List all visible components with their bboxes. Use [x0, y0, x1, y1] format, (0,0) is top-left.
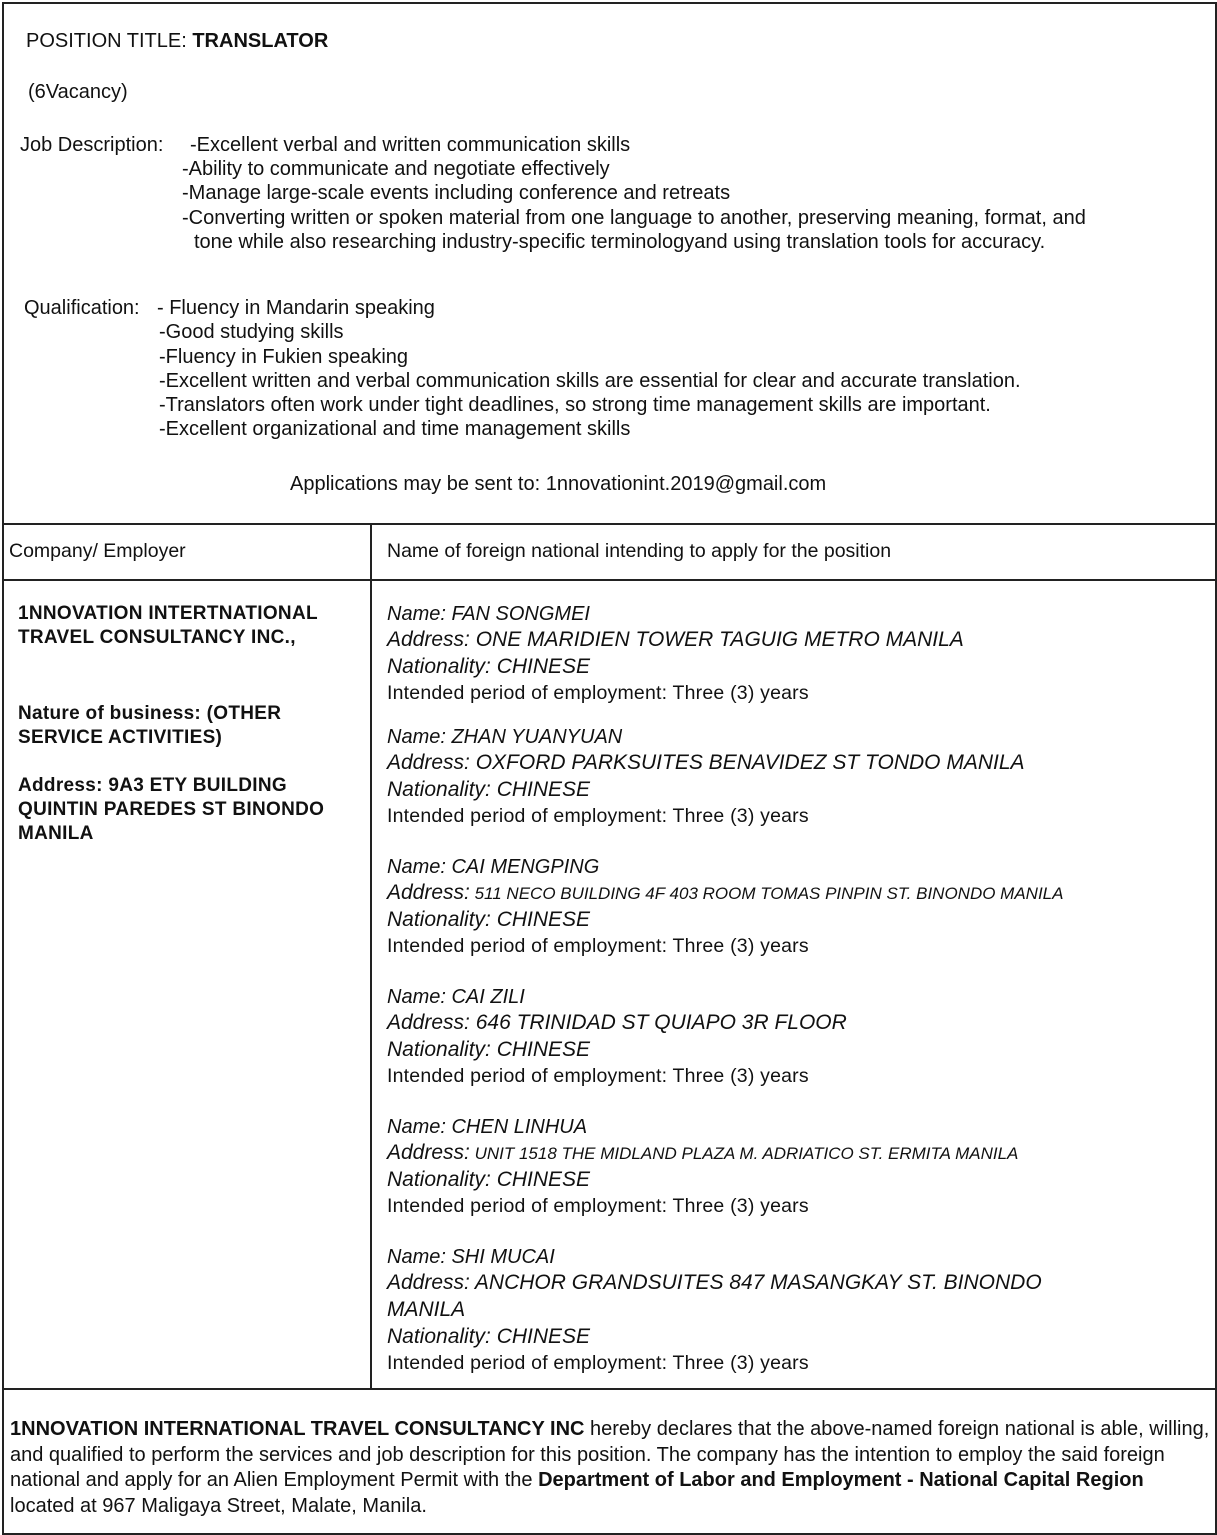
- applicant-period: Intended period of employment: Three (3) years: [387, 682, 809, 704]
- applicant-name: Name: CAI ZILI: [387, 986, 525, 1008]
- job-description-item: -Converting written or spoken material from one language to another, preserving meaning, format, and: [182, 207, 1086, 229]
- applicant-name: Name: ZHAN YUANYUAN: [387, 726, 623, 748]
- applicant-address: Address: ANCHOR GRANDSUITES 847 MASANGKAY ST. BINONDO: [387, 1271, 1042, 1294]
- applicant-name: Name: CAI MENGPING: [387, 856, 600, 878]
- applicant-address-continued: MANILA: [387, 1298, 466, 1321]
- qualification-item: - Fluency in Mandarin speaking: [157, 297, 435, 319]
- applicant-name: Name: FAN SONGMEI: [387, 603, 590, 625]
- applicant-address-label: Address:: [387, 1141, 470, 1164]
- applicant-address-label: Address:: [387, 881, 470, 904]
- position-title-line: [26, 30, 328, 53]
- qualification-item: -Translators often work under tight deadlines, so strong time management skills are important.: [159, 394, 991, 416]
- qualification-item: -Good studying skills: [159, 321, 344, 343]
- declaration-company: 1NNOVATION INTERNATIONAL TRAVEL CONSULTANCY INC: [10, 1418, 585, 1440]
- company-name-line: TRAVEL CONSULTANCY INC.,: [18, 627, 296, 648]
- applicant-address: Address: OXFORD PARKSUITES BENAVIDEZ ST TONDO MANILA: [387, 751, 1025, 774]
- applicant-address-value: UNIT 1518 THE MIDLAND PLAZA M. ADRIATICO ST. ERMITA MANILA: [469, 1144, 1019, 1163]
- applicant-name: Name: CHEN LINHUA: [387, 1116, 588, 1138]
- document-frame: [2, 2, 1217, 1535]
- declaration-location: located at 967 Maligaya Street, Malate, Manila.: [10, 1494, 427, 1517]
- qualification-label: Qualification:: [24, 297, 140, 319]
- job-description-item: -Ability to communicate and negotiate effectively: [182, 158, 610, 180]
- declaration-text: hereby declares that the above-named foreign national is able, willing, and qualified to perform the services and job description for this position. The company has the intention to employ the said foreign national and apply for an Alien Employment Permit with the: [10, 1418, 1210, 1491]
- applicant-period: Intended period of employment: Three (3) years: [387, 1352, 809, 1374]
- applicant-column-header: Name of foreign national intending to apply for the position: [387, 540, 892, 562]
- position-label: POSITION TITLE:: [26, 30, 187, 52]
- declaration-paragraph: [10, 1417, 1210, 1519]
- company-name: [18, 602, 318, 650]
- applicant-nationality: Nationality: CHINESE: [387, 1038, 591, 1061]
- applications-contact: Applications may be sent to: 1nnovationint.2019@gmail.com: [290, 473, 827, 495]
- nature-line: Nature of business: (OTHER: [18, 703, 282, 724]
- applicant-address: Address: ONE MARIDIEN TOWER TAGUIG METRO MANILA: [387, 628, 964, 651]
- job-description-item: -Excellent verbal and written communication skills: [190, 134, 631, 156]
- divider-line: [4, 579, 1215, 581]
- applicant-nationality: Nationality: CHINESE: [387, 1168, 591, 1191]
- divider-line: [4, 523, 1215, 525]
- applicant-period: Intended period of employment: Three (3) years: [387, 935, 809, 957]
- vacancy-count: (6Vacancy): [28, 81, 128, 103]
- company-address-line: MANILA: [18, 823, 94, 844]
- company-column-header: Company/ Employer: [9, 540, 186, 562]
- company-address: [18, 774, 324, 846]
- applicant-period: Intended period of employment: Three (3) years: [387, 1195, 809, 1217]
- applicant-nationality: Nationality: CHINESE: [387, 778, 591, 801]
- applicant-period: Intended period of employment: Three (3) years: [387, 1065, 809, 1087]
- qualification-item: -Excellent organizational and time management skills: [159, 418, 631, 440]
- qualification-item: -Excellent written and verbal communication skills are essential for clear and accurate translation.: [159, 370, 1021, 392]
- column-divider: [370, 523, 372, 1390]
- applicant-period: Intended period of employment: Three (3) years: [387, 805, 809, 827]
- applicant-nationality: Nationality: CHINESE: [387, 908, 591, 931]
- applicant-address: [387, 1141, 1018, 1165]
- company-address-line: QUINTIN PAREDES ST BINONDO: [18, 799, 325, 820]
- job-description-item: tone while also researching industry-specific terminologyand using translation tools for accuracy.: [194, 231, 1046, 253]
- applicant-nationality: Nationality: CHINESE: [387, 1325, 591, 1348]
- job-description-item: -Manage large-scale events including conference and retreats: [182, 182, 731, 204]
- applicant-address: Address: 646 TRINIDAD ST QUIAPO 3R FLOOR: [387, 1011, 847, 1034]
- nature-of-business: [18, 702, 281, 750]
- applicant-address-value: 511 NECO BUILDING 4F 403 ROOM TOMAS PINPIN ST. BINONDO MANILA: [469, 884, 1064, 903]
- job-description-label: Job Description:: [20, 134, 164, 156]
- company-address-line: Address: 9A3 ETY BUILDING: [18, 775, 287, 796]
- declaration-agency: Department of Labor and Employment - National Capital Region: [538, 1469, 1144, 1491]
- applicant-nationality: Nationality: CHINESE: [387, 655, 591, 678]
- position-title: TRANSLATOR: [192, 30, 329, 52]
- qualification-item: -Fluency in Fukien speaking: [159, 346, 409, 368]
- applicant-name: Name: SHI MUCAI: [387, 1246, 555, 1268]
- nature-line: SERVICE ACTIVITIES): [18, 727, 223, 748]
- divider-line: [4, 1388, 1215, 1390]
- company-name-line: 1NNOVATION INTERTNATIONAL: [18, 603, 318, 624]
- applicant-address: [387, 881, 1063, 905]
